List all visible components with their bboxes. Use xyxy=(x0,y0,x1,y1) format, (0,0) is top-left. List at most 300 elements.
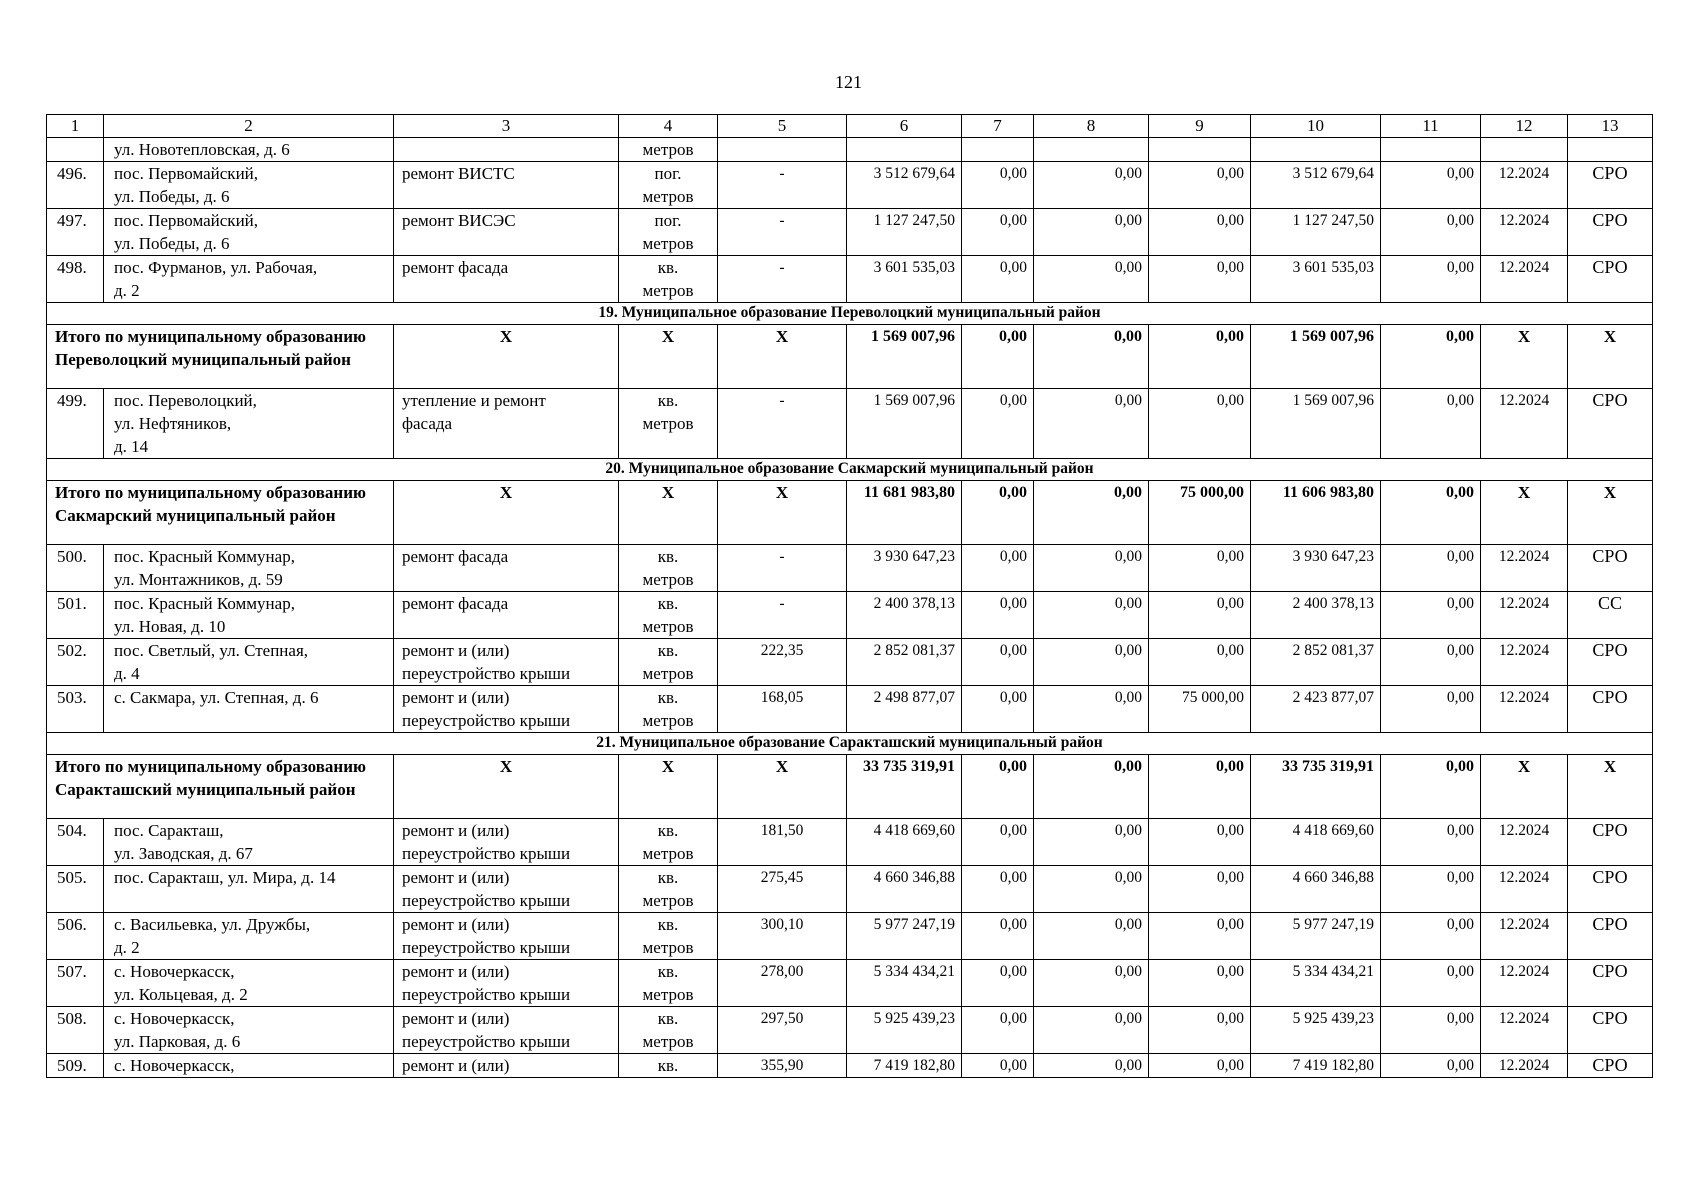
total-cell-x: X xyxy=(718,325,847,389)
cell-method: СРО xyxy=(1568,960,1653,1007)
total-amount: 0,00 xyxy=(1149,325,1251,389)
cell-work-line: переустройство крыши xyxy=(402,938,571,957)
cell-method: СРО xyxy=(1568,1054,1653,1078)
cell-address-line: д. 14 xyxy=(114,437,149,456)
cell-work-line: ремонт фасада xyxy=(402,547,509,566)
cell-amount: 2 423 877,07 xyxy=(1251,686,1381,733)
cell-number: 501. xyxy=(47,592,104,639)
cell-address-line: ул. Монтажников, д. 59 xyxy=(114,570,283,589)
cell-address-line: пос. Красный Коммунар, xyxy=(114,547,295,566)
cell-work-line: ремонт фасада xyxy=(402,258,509,277)
cell-amount: 0,00 xyxy=(1381,389,1481,459)
cell-amount: 0,00 xyxy=(1034,162,1149,209)
cell-work xyxy=(394,960,619,1007)
total-amount: 33 735 319,91 xyxy=(847,755,962,819)
cell-unit-line: кв. xyxy=(657,594,679,613)
cell-address xyxy=(104,819,394,866)
cell-work-line: ремонт и (или) xyxy=(402,821,510,840)
column-header: 7 xyxy=(962,115,1034,138)
cell-amount: 0,00 xyxy=(1149,545,1251,592)
cell-address-line: пос. Саракташ, xyxy=(114,821,224,840)
cell-unit-line: кв. xyxy=(657,547,679,566)
page-number: 121 xyxy=(835,72,862,92)
cell-amount: 0,00 xyxy=(1149,913,1251,960)
cell-date: 12.2024 xyxy=(1481,209,1568,256)
cell-number: 496. xyxy=(47,162,104,209)
cell-work-line: утепление и ремонт xyxy=(402,391,546,410)
cell-area: - xyxy=(718,162,847,209)
cell-unit xyxy=(619,592,718,639)
cell-amount: 1 569 007,96 xyxy=(847,389,962,459)
cell-amount: 0,00 xyxy=(1034,1007,1149,1054)
cell-unit-line: метров xyxy=(642,1032,694,1051)
cell-work-line: переустройство крыши xyxy=(402,891,571,910)
cell-unit-line: метров xyxy=(642,617,694,636)
cell-amount: 0,00 xyxy=(1034,866,1149,913)
cell-address xyxy=(104,592,394,639)
cell-method: СРО xyxy=(1568,545,1653,592)
cell-unit-line: метров xyxy=(642,414,694,433)
cell-unit-line: пог. xyxy=(654,211,682,230)
cell-amount: 3 512 679,64 xyxy=(1251,162,1381,209)
cell-address-line: с. Новочеркасск, xyxy=(114,1009,235,1028)
cell-amount: 0,00 xyxy=(962,545,1034,592)
cell-address-line: пос. Фурманов, ул. Рабочая, xyxy=(114,258,318,277)
cell-work xyxy=(394,389,619,459)
total-amount: 33 735 319,91 xyxy=(1251,755,1381,819)
cell-area: 278,00 xyxy=(718,960,847,1007)
cell-amount: 0,00 xyxy=(962,686,1034,733)
cell-method: СРО xyxy=(1568,686,1653,733)
cell-amount: 0,00 xyxy=(1034,639,1149,686)
cell-amount: 5 925 439,23 xyxy=(1251,1007,1381,1054)
cell-number: 498. xyxy=(47,256,104,303)
column-header: 4 xyxy=(619,115,718,138)
cell-work-line: переустройство крыши xyxy=(402,1032,571,1051)
cell-amount: 0,00 xyxy=(962,960,1034,1007)
cell-area: 275,45 xyxy=(718,866,847,913)
cell-amount: 4 418 669,60 xyxy=(847,819,962,866)
total-cell-x: X xyxy=(1568,325,1653,389)
total-cell-x: X xyxy=(1481,325,1568,389)
cell-number: 499. xyxy=(47,389,104,459)
cell-amount: 0,00 xyxy=(962,866,1034,913)
cell-amount: 0,00 xyxy=(1034,389,1149,459)
cell-unit xyxy=(619,256,718,303)
cell-unit-line: метров xyxy=(642,938,694,957)
column-header: 13 xyxy=(1568,115,1653,138)
table-row xyxy=(47,1007,1653,1054)
header-row xyxy=(47,115,1653,138)
cell-address-line: пос. Первомайский, xyxy=(114,164,259,183)
cell-amount: 2 400 378,13 xyxy=(1251,592,1381,639)
total-amount: 0,00 xyxy=(1381,325,1481,389)
cell-work-line: ремонт и (или) xyxy=(402,1056,510,1075)
cell-work xyxy=(394,545,619,592)
total-row xyxy=(47,481,1653,545)
cell-unit xyxy=(619,639,718,686)
section-heading-row xyxy=(47,459,1653,481)
cell-method: СРО xyxy=(1568,1007,1653,1054)
cell-amount: 2 852 081,37 xyxy=(847,639,962,686)
cell-work xyxy=(394,209,619,256)
cell-work-line: ремонт и (или) xyxy=(402,915,510,934)
cell-amount: 0,00 xyxy=(1381,960,1481,1007)
cell-amount: 0,00 xyxy=(1149,1054,1251,1078)
cell-unit-line: кв. xyxy=(657,391,679,410)
table-row xyxy=(47,960,1653,1007)
total-amount: 0,00 xyxy=(1034,325,1149,389)
cell-number: 504. xyxy=(47,819,104,866)
cell-amount: 0,00 xyxy=(1149,389,1251,459)
cell-address xyxy=(104,209,394,256)
cell-address-line: пос. Первомайский, xyxy=(114,211,259,230)
cell-unit-line: кв. xyxy=(657,1009,679,1028)
cell-amount: 0,00 xyxy=(1034,819,1149,866)
cell-address-line: ул. Победы, д. 6 xyxy=(114,187,230,206)
cell-unit-line: кв. xyxy=(657,258,679,277)
cell-area: - xyxy=(718,389,847,459)
cell-date: 12.2024 xyxy=(1481,960,1568,1007)
cell-amount: 7 419 182,80 xyxy=(847,1054,962,1078)
section-heading-row xyxy=(47,733,1653,755)
cell-number xyxy=(47,138,104,162)
column-header: 11 xyxy=(1381,115,1481,138)
cell-amount: 0,00 xyxy=(1034,256,1149,303)
cell-unit-line: метров xyxy=(642,570,694,589)
cell-area: 297,50 xyxy=(718,1007,847,1054)
cell-amount: 3 512 679,64 xyxy=(847,162,962,209)
cell-amount: 5 977 247,19 xyxy=(1251,913,1381,960)
total-cell-x: X xyxy=(1568,481,1653,545)
cell-unit xyxy=(619,209,718,256)
cell-amount: 3 930 647,23 xyxy=(1251,545,1381,592)
column-header: 1 xyxy=(47,115,104,138)
cell-work xyxy=(394,162,619,209)
cell-amount: 0,00 xyxy=(962,389,1034,459)
cell-work-line: ремонт и (или) xyxy=(402,962,510,981)
total-label: Итого по муниципальному образованию Переволоцкий муниципальный район xyxy=(47,325,394,389)
total-amount: 0,00 xyxy=(962,755,1034,819)
total-amount: 0,00 xyxy=(962,325,1034,389)
cell-unit-line: метров xyxy=(642,844,694,863)
cell-amount: 0,00 xyxy=(1034,545,1149,592)
cell-work xyxy=(394,592,619,639)
cell-amount: 4 660 346,88 xyxy=(1251,866,1381,913)
cell-work xyxy=(394,913,619,960)
cell-number: 509. xyxy=(47,1054,104,1078)
cell-number: 508. xyxy=(47,1007,104,1054)
cell-address-line: пос. Красный Коммунар, xyxy=(114,594,295,613)
cell-work-line: ремонт и (или) xyxy=(402,641,510,660)
table-row xyxy=(47,592,1653,639)
cell-amount: 0,00 xyxy=(1149,256,1251,303)
column-header: 6 xyxy=(847,115,962,138)
cell-amount: 0,00 xyxy=(1149,866,1251,913)
cell-number: 506. xyxy=(47,913,104,960)
cell-amount: 0,00 xyxy=(962,913,1034,960)
cell-amount: 0,00 xyxy=(1381,1054,1481,1078)
cell-work-line: ремонт и (или) xyxy=(402,1009,510,1028)
cell-unit xyxy=(619,389,718,459)
cell-area: 300,10 xyxy=(718,913,847,960)
cell-unit-line: метров xyxy=(642,187,694,206)
cell-unit xyxy=(619,866,718,913)
cell-area: 222,35 xyxy=(718,639,847,686)
total-cell-x: X xyxy=(394,325,619,389)
total-cell-x: X xyxy=(1568,755,1653,819)
cell-area: - xyxy=(718,256,847,303)
cell-date: 12.2024 xyxy=(1481,545,1568,592)
cell-amount: 0,00 xyxy=(962,1007,1034,1054)
column-header: 9 xyxy=(1149,115,1251,138)
cell-amount: 0,00 xyxy=(1149,592,1251,639)
table-row xyxy=(47,639,1653,686)
section-heading: 20. Муниципальное образование Сакмарский муниципальный район xyxy=(47,459,1653,481)
cell-work-line: ремонт ВИСТС xyxy=(402,164,515,183)
cell-work xyxy=(394,138,619,162)
cell-address-line: пос. Светлый, ул. Степная, xyxy=(114,641,309,660)
cell-address-line: д. 2 xyxy=(114,281,140,300)
cell-amount: 0,00 xyxy=(962,592,1034,639)
cell-unit-line: метров xyxy=(642,281,694,300)
cell-date: 12.2024 xyxy=(1481,866,1568,913)
cell-amount: 2 400 378,13 xyxy=(847,592,962,639)
cell-date: 12.2024 xyxy=(1481,819,1568,866)
cell-work-line: ремонт фасада xyxy=(402,594,509,613)
cell-method: СРО xyxy=(1568,162,1653,209)
cell-address-line: ул. Победы, д. 6 xyxy=(114,234,230,253)
cell-unit xyxy=(619,913,718,960)
cell-amount: 0,00 xyxy=(1149,639,1251,686)
cell-address-line: с. Васильевка, ул. Дружбы, xyxy=(114,915,311,934)
cell-address xyxy=(104,389,394,459)
cell-work xyxy=(394,1054,619,1078)
cell-amount: 0,00 xyxy=(1034,960,1149,1007)
column-header: 8 xyxy=(1034,115,1149,138)
table-row xyxy=(47,686,1653,733)
cell-amount: 2 852 081,37 xyxy=(1251,639,1381,686)
cell-address-line: ул. Нефтяников, xyxy=(114,414,232,433)
cell-unit-line: кв. xyxy=(657,962,679,981)
total-amount: 11 606 983,80 xyxy=(1251,481,1381,545)
cell-area: 355,90 xyxy=(718,1054,847,1078)
cell-amount: 3 601 535,03 xyxy=(847,256,962,303)
cell-area: - xyxy=(718,209,847,256)
cell-unit xyxy=(619,1007,718,1054)
cell-amount: 5 334 434,21 xyxy=(1251,960,1381,1007)
cell-date: 12.2024 xyxy=(1481,256,1568,303)
cell-amount: 0,00 xyxy=(1381,1007,1481,1054)
cell-amount: 0,00 xyxy=(1381,592,1481,639)
section-heading-row xyxy=(47,303,1653,325)
cell-amount: 0,00 xyxy=(1381,686,1481,733)
total-label: Итого по муниципальному образованию Саракташский муниципальный район xyxy=(47,755,394,819)
table-row xyxy=(47,866,1653,913)
cell-method: СРО xyxy=(1568,866,1653,913)
table-body xyxy=(47,115,1653,1078)
cell-amount: 0,00 xyxy=(1149,1007,1251,1054)
cell-amount: 1 569 007,96 xyxy=(1251,389,1381,459)
cell-address-line: ул. Парковая, д. 6 xyxy=(114,1032,241,1051)
cell-amount: 0,00 xyxy=(962,639,1034,686)
total-label: Итого по муниципальному образованию Сакмарский муниципальный район xyxy=(47,481,394,545)
cell-address-line: ул. Заводская, д. 67 xyxy=(114,844,253,863)
cell-address xyxy=(104,960,394,1007)
cell-address-line: с. Новочеркасск, xyxy=(114,962,235,981)
column-header: 12 xyxy=(1481,115,1568,138)
cell-unit xyxy=(619,960,718,1007)
cell-unit-line: кв. xyxy=(657,915,679,934)
cell-area: - xyxy=(718,545,847,592)
total-amount: 0,00 xyxy=(962,481,1034,545)
cell-unit xyxy=(619,819,718,866)
cell-amount: 0,00 xyxy=(962,209,1034,256)
cell-address xyxy=(104,913,394,960)
cell-address xyxy=(104,686,394,733)
cell-amount: 0,00 xyxy=(1034,209,1149,256)
column-header: 2 xyxy=(104,115,394,138)
cell-work xyxy=(394,1007,619,1054)
cell-unit-line: кв. xyxy=(657,1056,679,1075)
cell-amount: 0,00 xyxy=(962,1054,1034,1078)
cell-date: 12.2024 xyxy=(1481,592,1568,639)
cell-number: 500. xyxy=(47,545,104,592)
cell-number: 497. xyxy=(47,209,104,256)
cell-address: ул. Новотепловская, д. 6 xyxy=(104,138,394,162)
total-amount: 1 569 007,96 xyxy=(847,325,962,389)
cell-address xyxy=(104,1054,394,1078)
total-cell-x: X xyxy=(718,755,847,819)
cell-date: 12.2024 xyxy=(1481,162,1568,209)
cell-work-line: переустройство крыши xyxy=(402,711,571,730)
cell-amount: 5 334 434,21 xyxy=(847,960,962,1007)
total-amount: 11 681 983,80 xyxy=(847,481,962,545)
cell-work-line: ремонт ВИСЭС xyxy=(402,211,516,230)
cell-method: СРО xyxy=(1568,639,1653,686)
table-row xyxy=(47,389,1653,459)
cell-work-line: переустройство крыши xyxy=(402,985,571,1004)
cell-work xyxy=(394,686,619,733)
section-heading: 19. Муниципальное образование Переволоцкий муниципальный район xyxy=(47,303,1653,325)
total-cell-x: X xyxy=(619,325,718,389)
cell-work xyxy=(394,866,619,913)
cell-address xyxy=(104,639,394,686)
cell-amount: 0,00 xyxy=(1034,1054,1149,1078)
cell-method: СРО xyxy=(1568,819,1653,866)
total-cell-x: X xyxy=(1481,755,1568,819)
cell-amount: 0,00 xyxy=(962,162,1034,209)
cell-unit-line: метров xyxy=(642,891,694,910)
section-heading: 21. Муниципальное образование Саракташский муниципальный район xyxy=(47,733,1653,755)
total-cell-x: X xyxy=(394,481,619,545)
cell-work-line: переустройство крыши xyxy=(402,664,571,683)
cell-address xyxy=(104,162,394,209)
total-amount: 0,00 xyxy=(1034,755,1149,819)
total-amount: 75 000,00 xyxy=(1149,481,1251,545)
total-cell-x: X xyxy=(619,481,718,545)
continuation-row xyxy=(47,138,1653,162)
cell-address-line: д. 4 xyxy=(114,664,140,683)
cell-amount: 0,00 xyxy=(1034,686,1149,733)
cell-amount: 4 418 669,60 xyxy=(1251,819,1381,866)
cell-amount: 0,00 xyxy=(1381,866,1481,913)
cell-address xyxy=(104,545,394,592)
cell-amount: 0,00 xyxy=(1381,913,1481,960)
cell-address-line: пос. Переволоцкий, xyxy=(114,391,257,410)
cell-amount: 0,00 xyxy=(1381,819,1481,866)
total-row xyxy=(47,325,1653,389)
cell-unit-line: пог. xyxy=(654,164,682,183)
cell-amount: 0,00 xyxy=(1381,209,1481,256)
cell-date: 12.2024 xyxy=(1481,686,1568,733)
total-amount: 1 569 007,96 xyxy=(1251,325,1381,389)
cell-amount: 2 498 877,07 xyxy=(847,686,962,733)
cell-address-line: пос. Саракташ, ул. Мира, д. 14 xyxy=(114,868,336,887)
column-header: 5 xyxy=(718,115,847,138)
total-cell-x: X xyxy=(619,755,718,819)
cell-date: 12.2024 xyxy=(1481,639,1568,686)
cell-unit xyxy=(619,1054,718,1078)
column-header: 10 xyxy=(1251,115,1381,138)
cell-work-line: фасада xyxy=(402,414,453,433)
cell-amount: 0,00 xyxy=(1381,639,1481,686)
cell-work-line: ремонт и (или) xyxy=(402,868,510,887)
table-row xyxy=(47,913,1653,960)
cell-area: 181,50 xyxy=(718,819,847,866)
cell-work xyxy=(394,256,619,303)
cell-amount: 1 127 247,50 xyxy=(847,209,962,256)
cell-address-line: ул. Новая, д. 10 xyxy=(114,617,226,636)
cell-amount: 4 660 346,88 xyxy=(847,866,962,913)
table-row xyxy=(47,162,1653,209)
cell-address-line: с. Сакмара, ул. Степная, д. 6 xyxy=(114,688,319,707)
cell-method: СРО xyxy=(1568,256,1653,303)
cell-amount: 0,00 xyxy=(1381,256,1481,303)
cell-address xyxy=(104,866,394,913)
column-header: 3 xyxy=(394,115,619,138)
cell-amount: 0,00 xyxy=(1149,162,1251,209)
repair-program-table xyxy=(46,114,1653,1078)
cell-amount: 1 127 247,50 xyxy=(1251,209,1381,256)
total-amount: 0,00 xyxy=(1381,481,1481,545)
total-amount: 0,00 xyxy=(1381,755,1481,819)
cell-amount: 75 000,00 xyxy=(1149,686,1251,733)
cell-number: 505. xyxy=(47,866,104,913)
total-cell-x: X xyxy=(1481,481,1568,545)
cell-number: 507. xyxy=(47,960,104,1007)
table-row xyxy=(47,256,1653,303)
cell-amount: 0,00 xyxy=(1381,545,1481,592)
table-row xyxy=(47,545,1653,592)
cell-address xyxy=(104,256,394,303)
table-row xyxy=(47,819,1653,866)
cell-unit-line: метров xyxy=(642,985,694,1004)
cell-work xyxy=(394,639,619,686)
cell-unit: метров xyxy=(619,138,718,162)
cell-method: СС xyxy=(1568,592,1653,639)
cell-amount: 5 977 247,19 xyxy=(847,913,962,960)
cell-amount: 0,00 xyxy=(1149,819,1251,866)
cell-amount: 0,00 xyxy=(1149,209,1251,256)
cell-work-line: ремонт и (или) xyxy=(402,688,510,707)
total-amount: 0,00 xyxy=(1034,481,1149,545)
cell-amount: 0,00 xyxy=(1149,960,1251,1007)
cell-area: - xyxy=(718,592,847,639)
cell-unit-line: метров xyxy=(642,664,694,683)
cell-number: 503. xyxy=(47,686,104,733)
cell-unit-line: кв. xyxy=(657,641,679,660)
